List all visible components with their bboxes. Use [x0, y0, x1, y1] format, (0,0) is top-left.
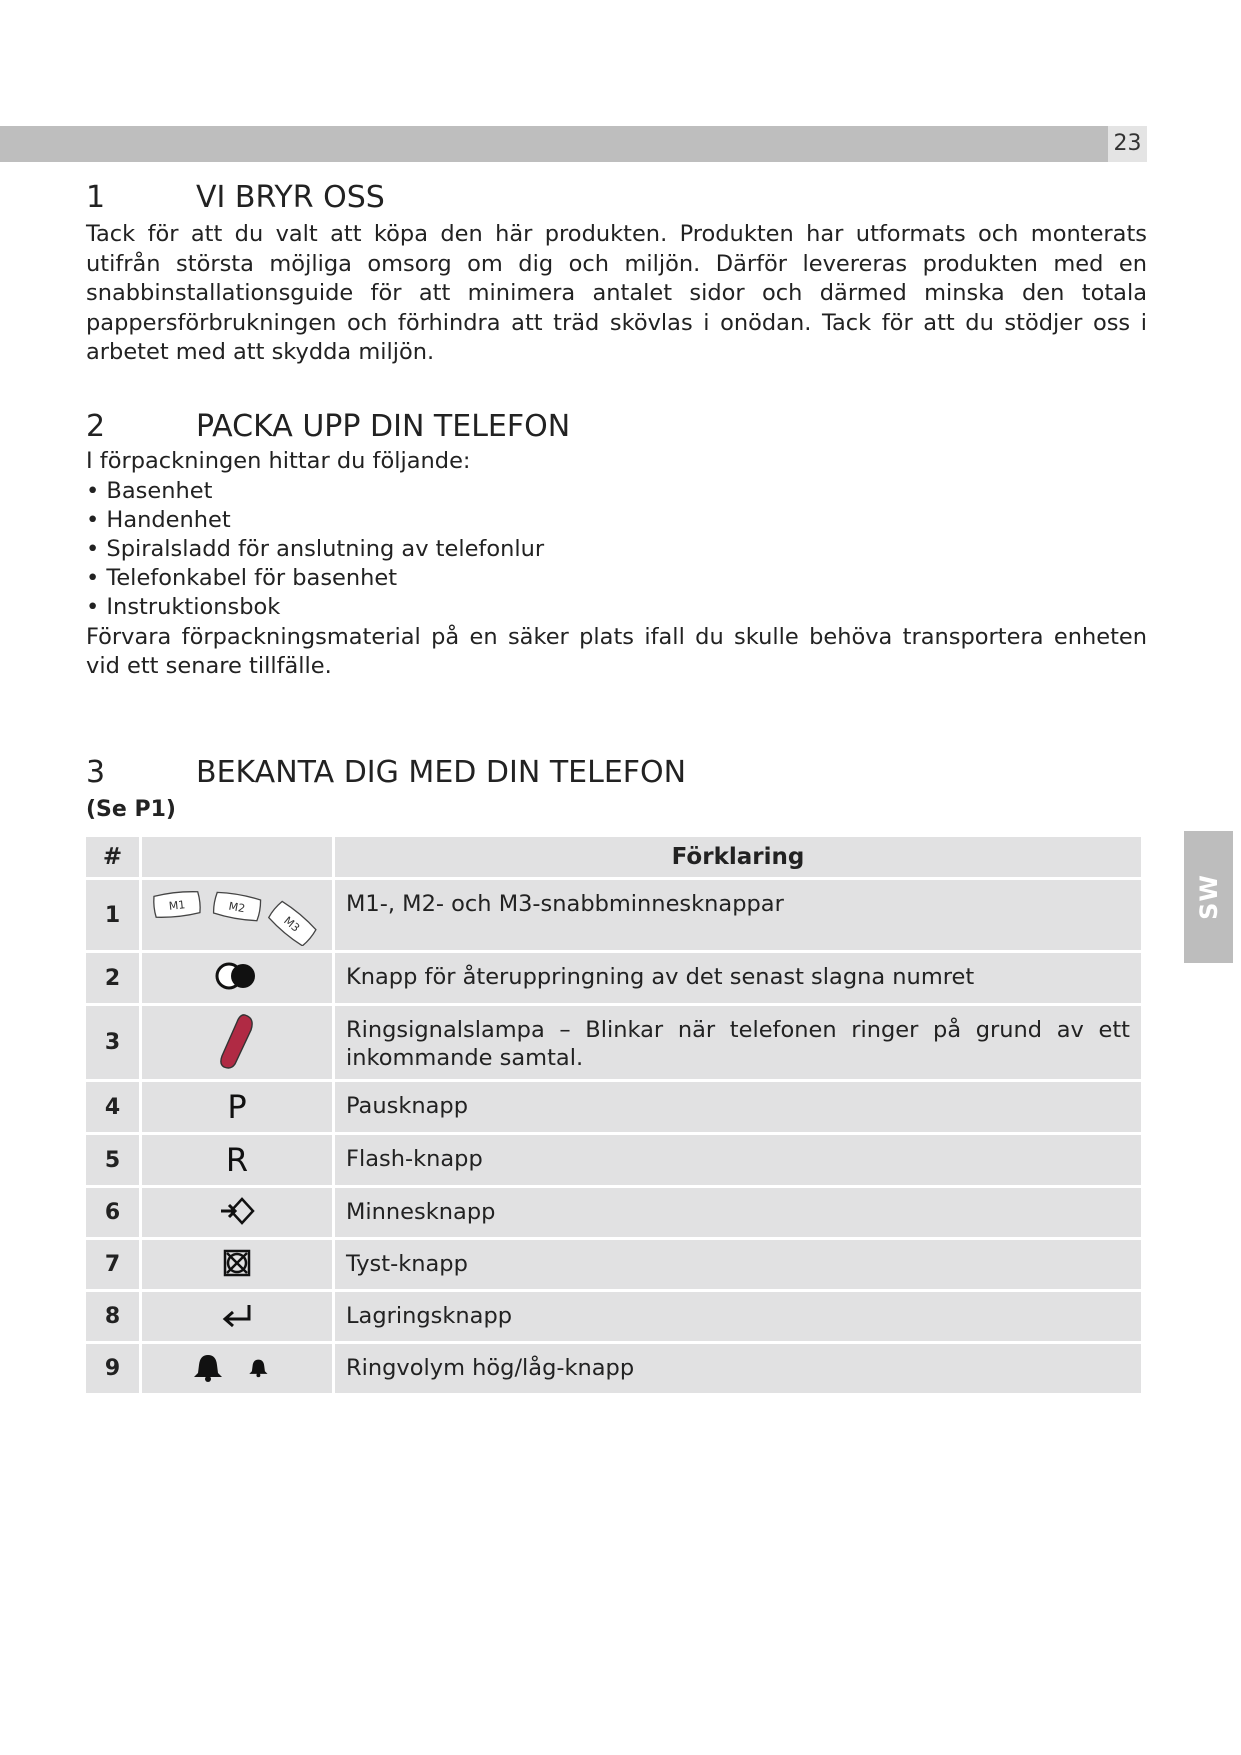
table-row [86, 1006, 1141, 1079]
section-1-number: 1 [86, 180, 106, 215]
table-row [86, 1082, 1141, 1132]
section-1-heading [86, 178, 1147, 218]
m1-m2-m3-keys-icon [142, 880, 332, 950]
language-tab-label: SW [1194, 874, 1223, 920]
m3-label: M3 [281, 914, 303, 935]
table-row [86, 1292, 1141, 1341]
bell-high-icon [194, 1355, 222, 1382]
section-2-heading [86, 407, 1147, 447]
list-item: • Telefonkabel för basenhet [86, 565, 398, 592]
table-row [86, 1344, 1141, 1393]
section-3-heading [86, 753, 1147, 793]
pause-glyph: P [227, 1088, 247, 1126]
row-description: Minnesknapp [335, 1188, 1141, 1237]
row-description: Flash-knapp [335, 1135, 1141, 1185]
table-header-row [86, 837, 1141, 877]
table-row [86, 953, 1141, 1003]
table-row [86, 1240, 1141, 1289]
m2-label: M2 [227, 899, 247, 916]
row-number: 9 [86, 1344, 139, 1393]
list-item: • Basenhet [86, 477, 213, 504]
flash-icon [142, 1135, 332, 1185]
package-contents-list [86, 477, 1147, 623]
list-item: • Instruktionsbok [86, 594, 281, 621]
language-tab [1184, 831, 1233, 963]
row-number: 7 [86, 1240, 139, 1289]
redial-icon [142, 953, 332, 1003]
row-number: 4 [86, 1082, 139, 1132]
section-3-note: (Se P1) [86, 797, 176, 822]
row-description: Lagringsknapp [335, 1292, 1141, 1341]
button-table [83, 834, 1144, 1396]
section-3-number: 3 [86, 755, 106, 790]
bell-low-icon [249, 1359, 267, 1377]
store-icon [142, 1292, 332, 1341]
section-1-title: VI BRYR OSS [196, 180, 385, 215]
list-item: • Spiralsladd för anslutning av telefonlur [86, 535, 545, 562]
row-description: Ringvolym hög/låg-knapp [335, 1344, 1141, 1393]
header-bar [0, 126, 1147, 162]
row-description: Ringsignalslampa – Blinkar när telefonen ringer på grund av ett inkommande samtal. [335, 1006, 1141, 1079]
header-number: # [86, 837, 139, 877]
memory-icon [142, 1188, 332, 1237]
ringer-volume-icon [142, 1344, 332, 1393]
table-row [86, 1188, 1141, 1237]
m1-label: M1 [168, 898, 186, 913]
row-number: 3 [86, 1006, 139, 1079]
table-row [86, 880, 1141, 950]
row-description: Pausknapp [335, 1082, 1141, 1132]
row-description: M1-, M2- och M3-snabbminnesknappar [335, 880, 1141, 950]
section-2-title: PACKA UPP DIN TELEFON [196, 409, 571, 444]
ring-lamp-icon [142, 1006, 332, 1079]
header-icon [142, 837, 332, 877]
mute-icon [142, 1240, 332, 1289]
row-description: Knapp för återuppringning av det senast slagna numret [335, 953, 1141, 1003]
section-2-outro: Förvara förpackningsmaterial på en säker plats ifall du skulle behöva transportera enheten vid ett senare tillfälle. [86, 623, 1147, 680]
row-number: 1 [86, 880, 139, 950]
section-2-number: 2 [86, 409, 106, 444]
section-1-text: Tack för att du valt att köpa den här produkten. Produkten har utformats och monterats utifrån största möjliga omsorg om dig och miljön. Därför levereras produkten med en snabbinstallationsguide för att minimera antalet sidor och därmed minska den totala pappersförbrukningen och förhindra att träd skövlas i onödan. Tack för att du stödjer oss i arbetet med att skydda miljön. [86, 221, 1147, 365]
header-explanation: Förklaring [335, 837, 1141, 877]
section-3 [86, 753, 1147, 793]
section-3-title: BEKANTA DIG MED DIN TELEFON [196, 755, 687, 790]
row-number: 6 [86, 1188, 139, 1237]
page-number: 23 [1108, 126, 1147, 162]
flash-glyph: R [225, 1141, 249, 1179]
section-2 [86, 407, 1147, 682]
section-1 [86, 178, 1147, 368]
row-number: 2 [86, 953, 139, 1003]
section-2-intro: I förpackningen hittar du följande: [86, 448, 471, 474]
row-number: 5 [86, 1135, 139, 1185]
table-row [86, 1135, 1141, 1185]
row-description: Tyst-knapp [335, 1240, 1141, 1289]
pause-icon [142, 1082, 332, 1132]
list-item: • Handenhet [86, 506, 231, 533]
row-number: 8 [86, 1292, 139, 1341]
